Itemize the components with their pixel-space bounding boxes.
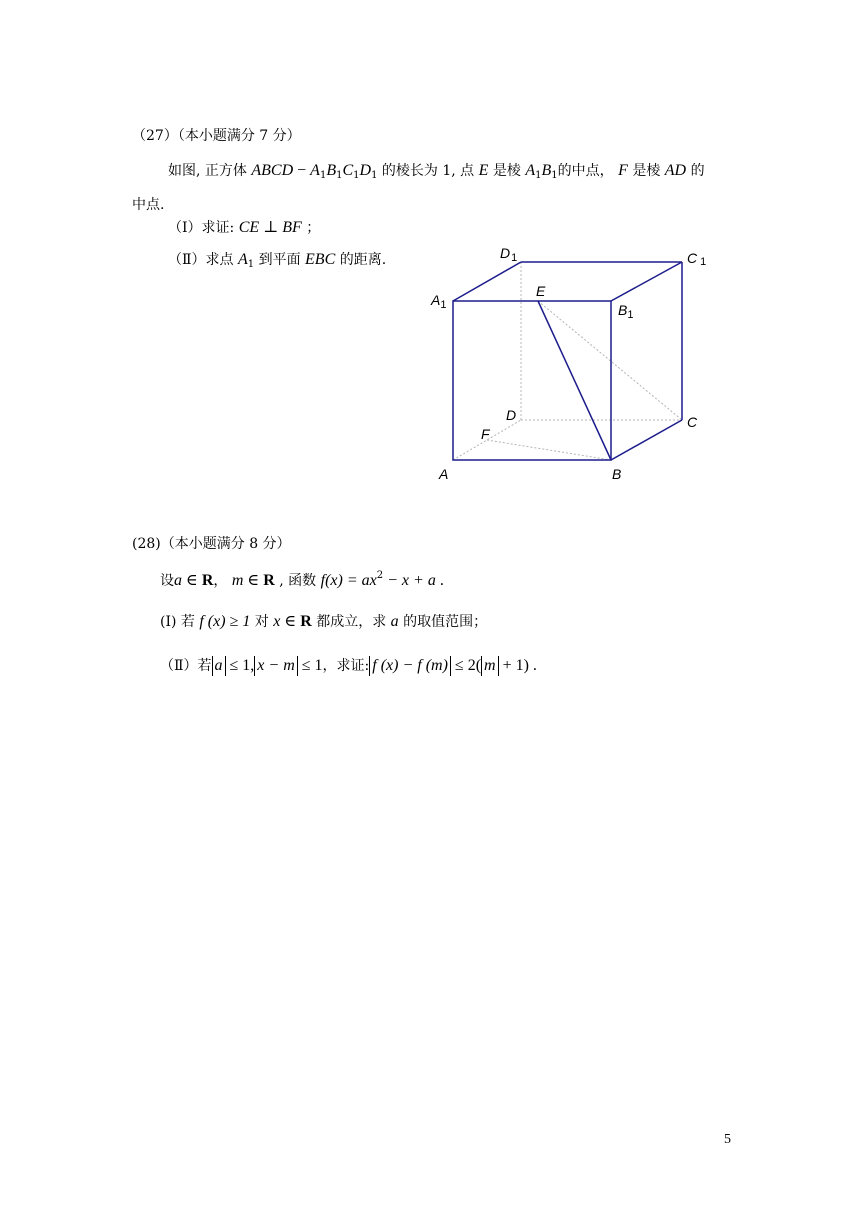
in-symbol-2: ∈ (243, 572, 264, 589)
part-2-end: 的距离. (339, 252, 387, 268)
problem-27-part-2 (168, 250, 386, 275)
setup-end: . (435, 572, 444, 589)
sub-4: 1 (371, 170, 378, 181)
intro-text-2: 的棱长为 1, 点 (381, 163, 475, 179)
edge-b1: B (541, 162, 552, 179)
problem-28-part-2 (160, 656, 537, 676)
p28-var-a: a (390, 613, 399, 630)
in-symbol-1: ∈ (182, 572, 202, 589)
part-1-expression: CE ⊥ BF (238, 219, 302, 236)
p28-var-x: x (273, 613, 281, 630)
point-e: E (478, 162, 489, 179)
minus-sign: − (293, 162, 311, 179)
vertex-b1: B (326, 162, 337, 179)
p28-part1-ineq: f (x) ≥ 1 (199, 613, 251, 630)
intro-text-4: 的中点， (557, 163, 614, 179)
func-def: (x) = ax (325, 572, 377, 589)
label-a1: $A_1$ (431, 292, 447, 311)
p28-part1-mid2: 都成立，求 (311, 614, 391, 630)
setup-text-1: 设 (160, 573, 174, 589)
vertex-a1: A (310, 162, 320, 179)
label-b1: $B_1$ (618, 302, 634, 321)
p28-real-set: R (300, 613, 312, 630)
plane-ebc: EBC (305, 251, 336, 268)
var-m: m (231, 572, 244, 589)
point-a1-sub: 1 (247, 259, 255, 270)
vertex-c1: C (342, 162, 354, 179)
cube-base-label: ABCD (251, 162, 294, 179)
part-1-end: ； (306, 220, 321, 236)
func-rest: − x + a (383, 572, 436, 589)
front-face (453, 301, 611, 460)
part-2-prefix: （Ⅱ）求点 (168, 252, 234, 268)
edge-bc (611, 420, 682, 460)
label-d: D (506, 407, 517, 423)
vertex-d1: D (359, 162, 372, 179)
var-a: a (174, 572, 182, 589)
func-f: f (320, 572, 326, 589)
point-a1: A (237, 251, 248, 268)
line-fb (487, 440, 611, 460)
edge-a1: A (525, 162, 536, 179)
comma: ， (213, 573, 228, 589)
edge-b1c1 (611, 262, 682, 301)
le-2: ≤ 1 (297, 657, 323, 674)
intro-text-1: 如图, 正方体 (168, 163, 247, 179)
p28-part1-prefix: (Ⅰ) 若 (160, 614, 200, 630)
p28-part2-prefix: （Ⅱ）若 (160, 658, 212, 674)
line-ec (538, 301, 682, 420)
label-c: C (687, 414, 698, 430)
part-1-prefix: （Ⅰ）求证: (168, 220, 235, 236)
problem-27-header: （27）（本小题满分 7 分） (132, 128, 301, 144)
label-c1: C 1 (687, 250, 707, 268)
sub-2: 1 (336, 170, 343, 181)
label-e: E (536, 283, 546, 299)
problem-27-intro (168, 161, 705, 186)
p28-part1-mid1: 对 (250, 614, 274, 630)
real-set-2: R (263, 572, 275, 589)
intro-text-6: 的 (690, 163, 705, 179)
label-d1: $D_1$ (500, 245, 518, 264)
edge-a1d1 (453, 262, 521, 301)
p28-part1-end: 的取值范围； (398, 614, 488, 630)
abs-a: a (212, 656, 226, 676)
abs-f-diff: f (x) − f (m) (369, 656, 451, 676)
label-a: A (439, 466, 449, 482)
abs-x-minus-m: x − m (254, 656, 297, 676)
square: 2 (376, 570, 384, 581)
intro-text-5: 是棱 (632, 163, 661, 179)
problem-27-intro-line2: 中点. (132, 197, 165, 213)
sub-1: 1 (319, 170, 327, 181)
p28-in-symbol: ∈ (280, 613, 301, 630)
edge-ad: AD (664, 162, 687, 179)
le-3: ≤ 2( (450, 657, 482, 674)
problem-27-part-1 (168, 218, 320, 238)
problem-28-header: (28)（本小题满分 8 分） (132, 536, 291, 552)
problem-28-setup (160, 566, 444, 591)
sub-3: 1 (353, 170, 360, 181)
real-set-1: R (201, 572, 214, 589)
intro-text-3: 是棱 (492, 163, 521, 179)
setup-text-2: , 函数 (274, 573, 321, 589)
page-number: 5 (724, 1132, 731, 1147)
label-f: F (481, 426, 490, 442)
edge-sub-2: 1 (551, 170, 558, 181)
point-f: F (618, 162, 628, 179)
p28-part2-tail: + 1) . (498, 657, 537, 674)
p28-part2-mid: ，求证: (322, 658, 370, 674)
part-2-mid: 到平面 (258, 252, 301, 268)
le-1: ≤ 1, (225, 657, 255, 674)
line-eb (538, 301, 611, 460)
abs-m: m (481, 656, 499, 676)
label-b: B (612, 466, 622, 482)
cube-figure (420, 238, 720, 488)
problem-28-part-1 (160, 612, 487, 632)
edge-sub-1: 1 (535, 170, 542, 181)
